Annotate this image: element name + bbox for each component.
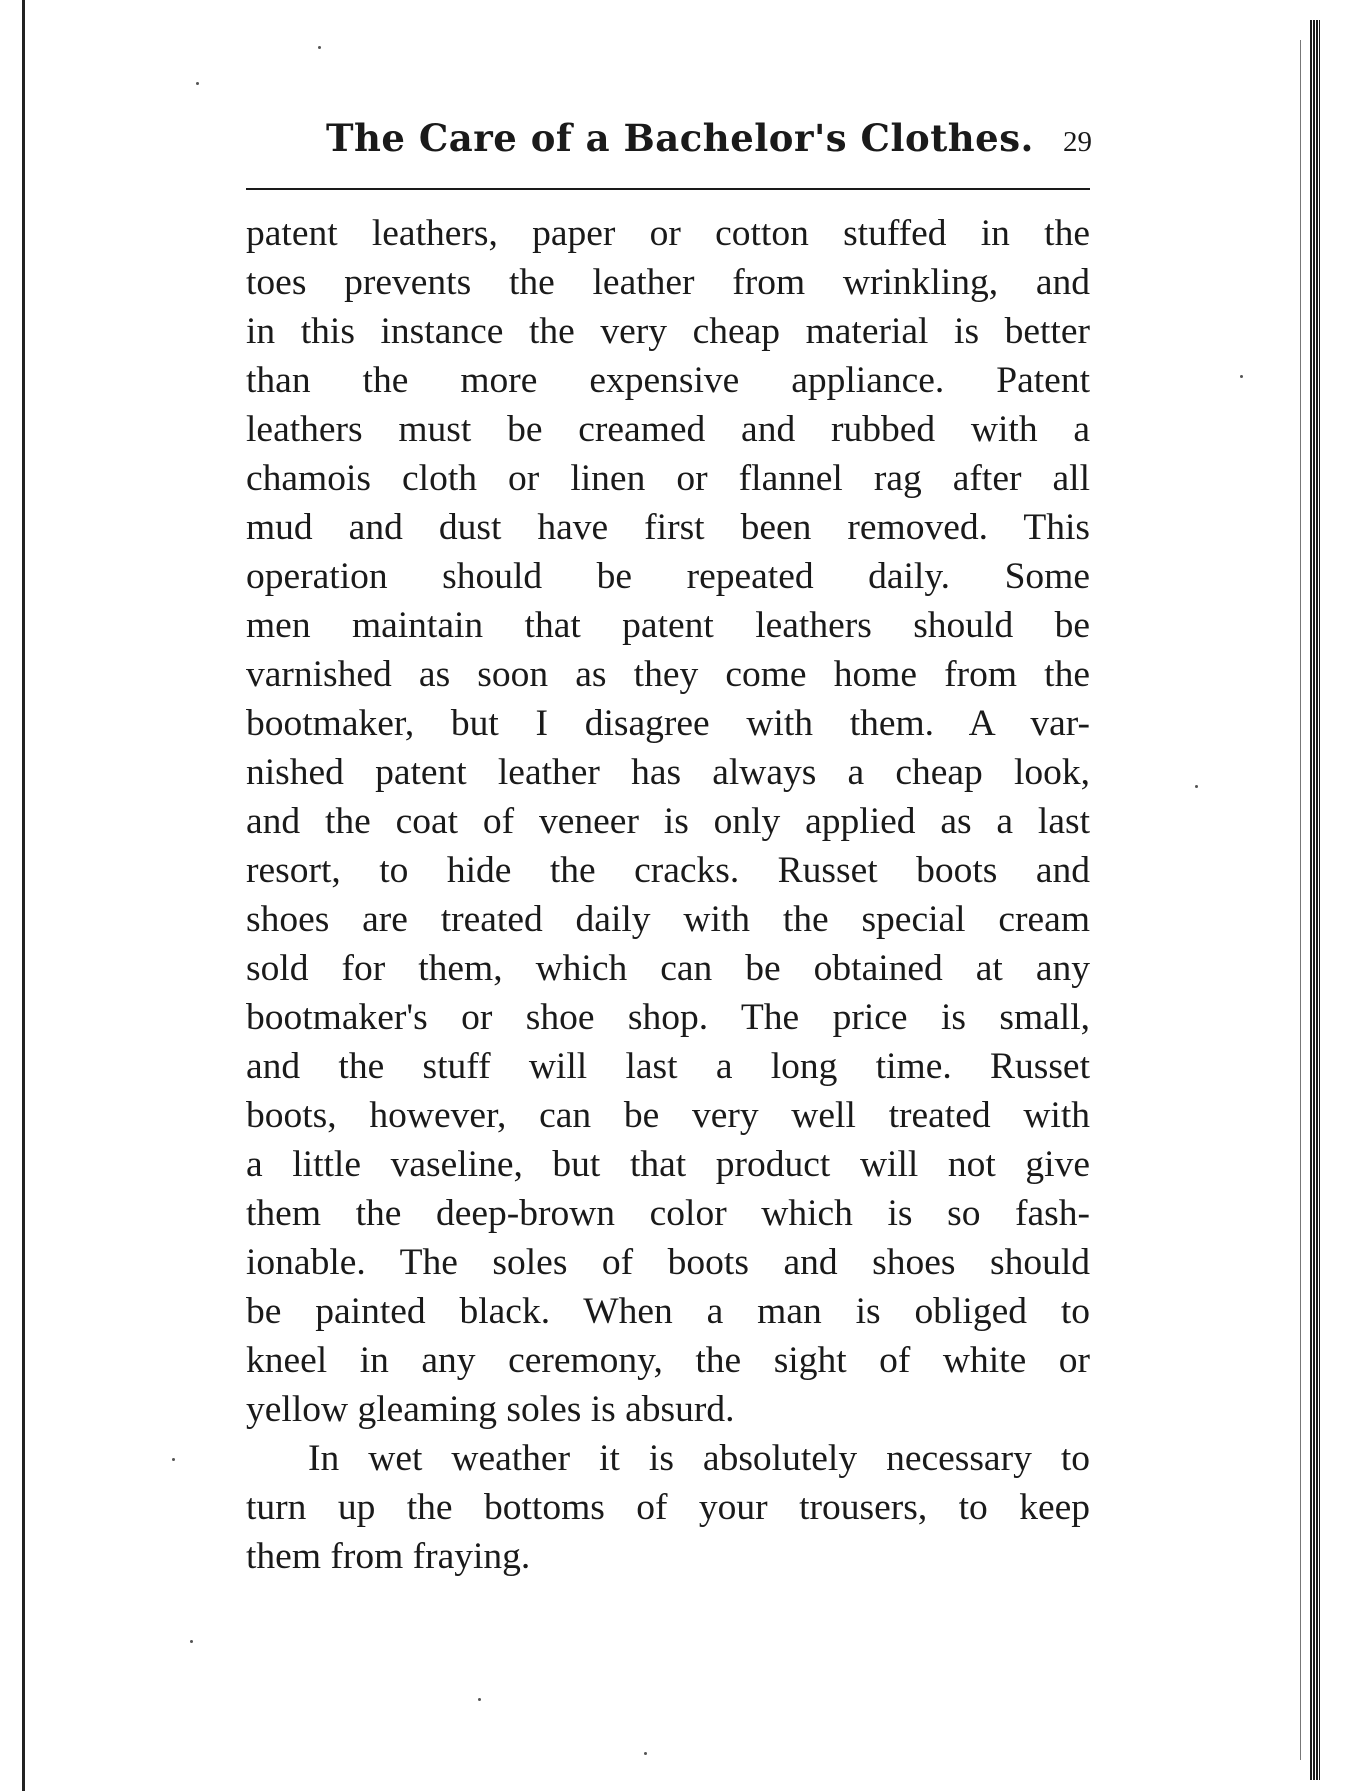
running-head: The Care of a Bachelor's Clothes.: [326, 116, 1034, 160]
text-line: varnished as soon as they come home from the: [246, 654, 1090, 695]
scan-speck: [478, 1698, 481, 1701]
paragraph-2: [246, 1434, 1090, 1581]
scan-speck: [644, 1752, 647, 1755]
text-line: resort, to hide the cracks. Russet boots and: [246, 850, 1090, 891]
text-line: ionable. The soles of boots and shoes should: [246, 1242, 1090, 1283]
scan-speck: [196, 82, 199, 85]
scan-speck: [1195, 785, 1198, 788]
text-line: operation should be repeated daily. Some: [246, 556, 1090, 597]
text-line: them the deep-brown color which is so fash-: [246, 1193, 1090, 1234]
page-number: 29: [1063, 126, 1092, 158]
text-line: shoes are treated daily with the special cream: [246, 899, 1090, 940]
text-line: sold for them, which can be obtained at any: [246, 948, 1090, 989]
text-line: in this instance the very cheap material is better: [246, 311, 1090, 352]
page-header: [246, 112, 1092, 172]
text-line: and the stuff will last a long time. Russet: [246, 1046, 1090, 1087]
text-line: be painted black. When a man is obliged to: [246, 1291, 1090, 1332]
scan-speck: [190, 1640, 193, 1643]
text-line: a little vaseline, but that product will not give: [246, 1144, 1090, 1185]
scan-edge-right-thin: [1300, 40, 1301, 1760]
text-line: mud and dust have first been removed. This: [246, 507, 1090, 548]
text-line: toes prevents the leather from wrinkling, and: [246, 262, 1090, 303]
text-line: turn up the bottoms of your trousers, to keep: [246, 1487, 1090, 1528]
text-line: and the coat of veneer is only applied as a last: [246, 801, 1090, 842]
text-line: yellow gleaming soles is absurd.: [246, 1389, 735, 1430]
text-line: nished patent leather has always a cheap look,: [246, 752, 1090, 793]
text-line: boots, however, can be very well treated with: [246, 1095, 1090, 1136]
text-line: bootmaker, but I disagree with them. A var-: [246, 703, 1090, 744]
scan-edge-right: [1310, 20, 1320, 1780]
text-line: than the more expensive appliance. Patent: [246, 360, 1090, 401]
text-line: men maintain that patent leathers should be: [246, 605, 1090, 646]
body-text: [246, 209, 1090, 1581]
text-line: chamois cloth or linen or flannel rag after all: [246, 458, 1090, 499]
text-line: bootmaker's or shoe shop. The price is small,: [246, 997, 1090, 1038]
header-rule: [246, 188, 1090, 190]
text-line: leathers must be creamed and rubbed with a: [246, 409, 1090, 450]
paragraph-1: [246, 209, 1090, 1434]
scan-edge-left: [22, 0, 25, 1791]
text-line: kneel in any ceremony, the sight of white or: [246, 1340, 1090, 1381]
scan-speck: [1240, 375, 1243, 378]
text-line: In wet weather it is absolutely necessary to: [308, 1438, 1090, 1479]
text-line: them from fraying.: [246, 1536, 531, 1577]
scan-speck: [318, 46, 321, 49]
scan-speck: [172, 1458, 175, 1461]
text-line: patent leathers, paper or cotton stuffed in the: [246, 213, 1090, 254]
